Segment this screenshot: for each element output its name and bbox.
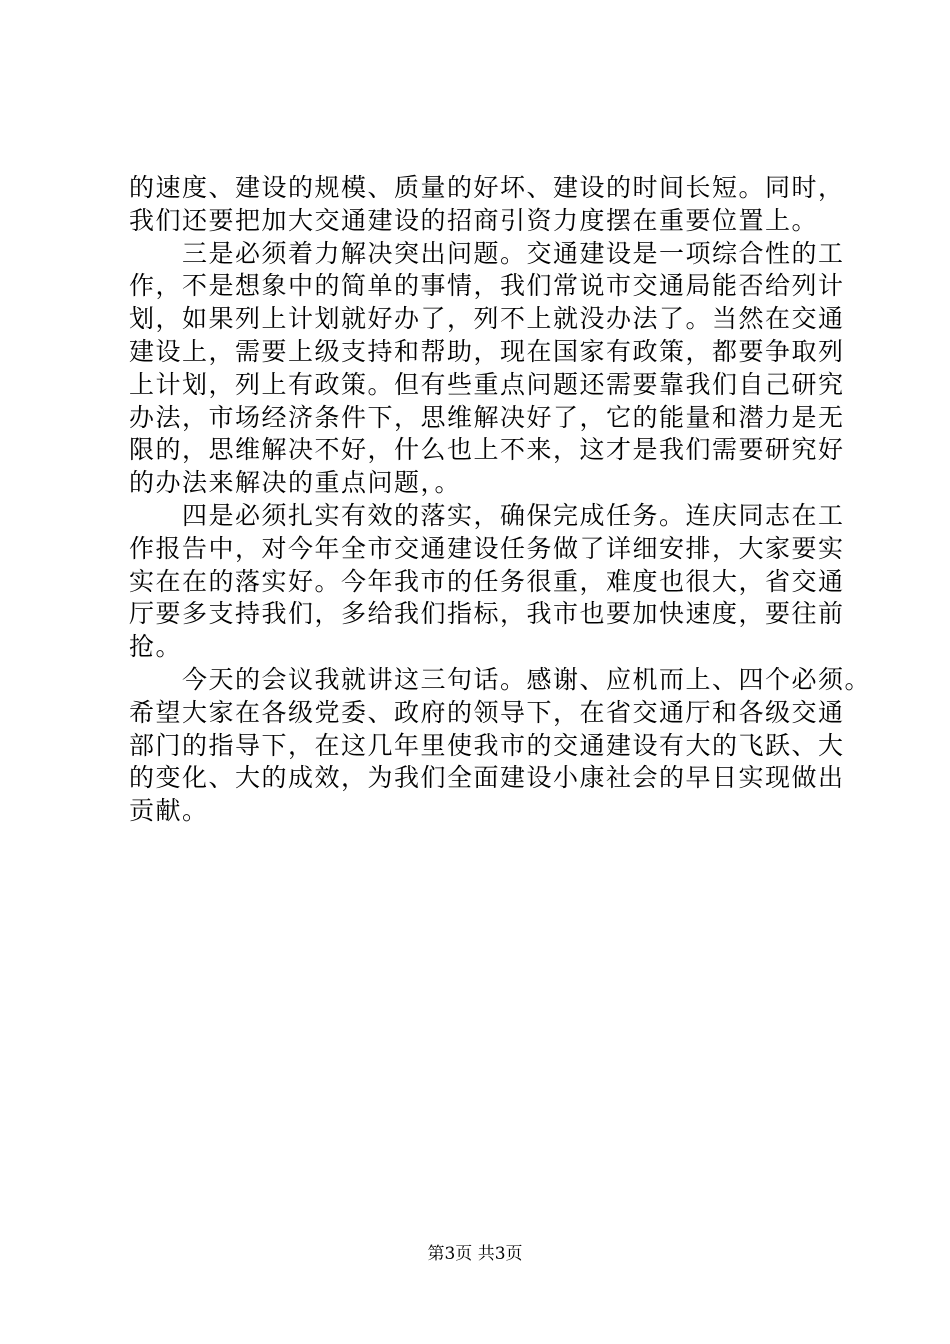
text-line: 抢。 [129, 632, 183, 662]
text-line: 的办法来解决的重点问题，。 [129, 468, 462, 498]
text-line: 办法，市场经济条件下，思维解决好了，它的能量和潜力是无 [129, 402, 845, 432]
text-line: 厅要多支持我们，多给我们指标，我市也要加快速度，要往前 [129, 599, 845, 629]
text-line: 的变化、大的成效，为我们全面建设小康社会的早日实现做出 [129, 763, 845, 793]
document-body [129, 172, 872, 828]
paragraph-start-line: 今天的会议我就讲这三句话。感谢、应机而上、四个必须。 [182, 664, 872, 694]
text-line: 部门的指导下，在这几年里使我市的交通建设有大的飞跃、大 [129, 730, 845, 760]
text-line: 贡献。 [129, 796, 209, 826]
text-line: 限的，思维解决不好，什么也上不来，这才是我们需要研究好 [129, 435, 845, 465]
paragraph-start-line: 四是必须扎实有效的落实，确保完成任务。连庆同志在工 [182, 500, 845, 530]
text-line: 上计划，列上有政策。但有些重点问题还需要靠我们自己研究 [129, 369, 845, 399]
text-line: 建设上，需要上级支持和帮助，现在国家有政策，都要争取列 [129, 336, 845, 366]
text-line: 的速度、建设的规模、质量的好坏、建设的时间长短。同时， [129, 173, 845, 202]
text-line: 作报告中，对今年全市交通建设任务做了详细安排，大家要实 [129, 533, 845, 563]
text-line: 实在在的落实好。今年我市的任务很重，难度也很大，省交通 [129, 566, 845, 596]
text-line: 作，不是想象中的简单的事情，我们常说市交通局能否给列计 [129, 271, 845, 301]
text-line: 希望大家在各级党委、政府的领导下，在省交通厅和各级交通 [129, 697, 845, 727]
page-number-footer: 第3页 共3页 [427, 1244, 523, 1264]
paragraph-start-line: 三是必须着力解决突出问题。交通建设是一项综合性的工 [182, 238, 845, 268]
text-line: 我们还要把加大交通建设的招商引资力度摆在重要位置上。 [129, 205, 819, 235]
text-line: 划，如果列上计划就好办了，列不上就没办法了。当然在交通 [129, 304, 845, 334]
